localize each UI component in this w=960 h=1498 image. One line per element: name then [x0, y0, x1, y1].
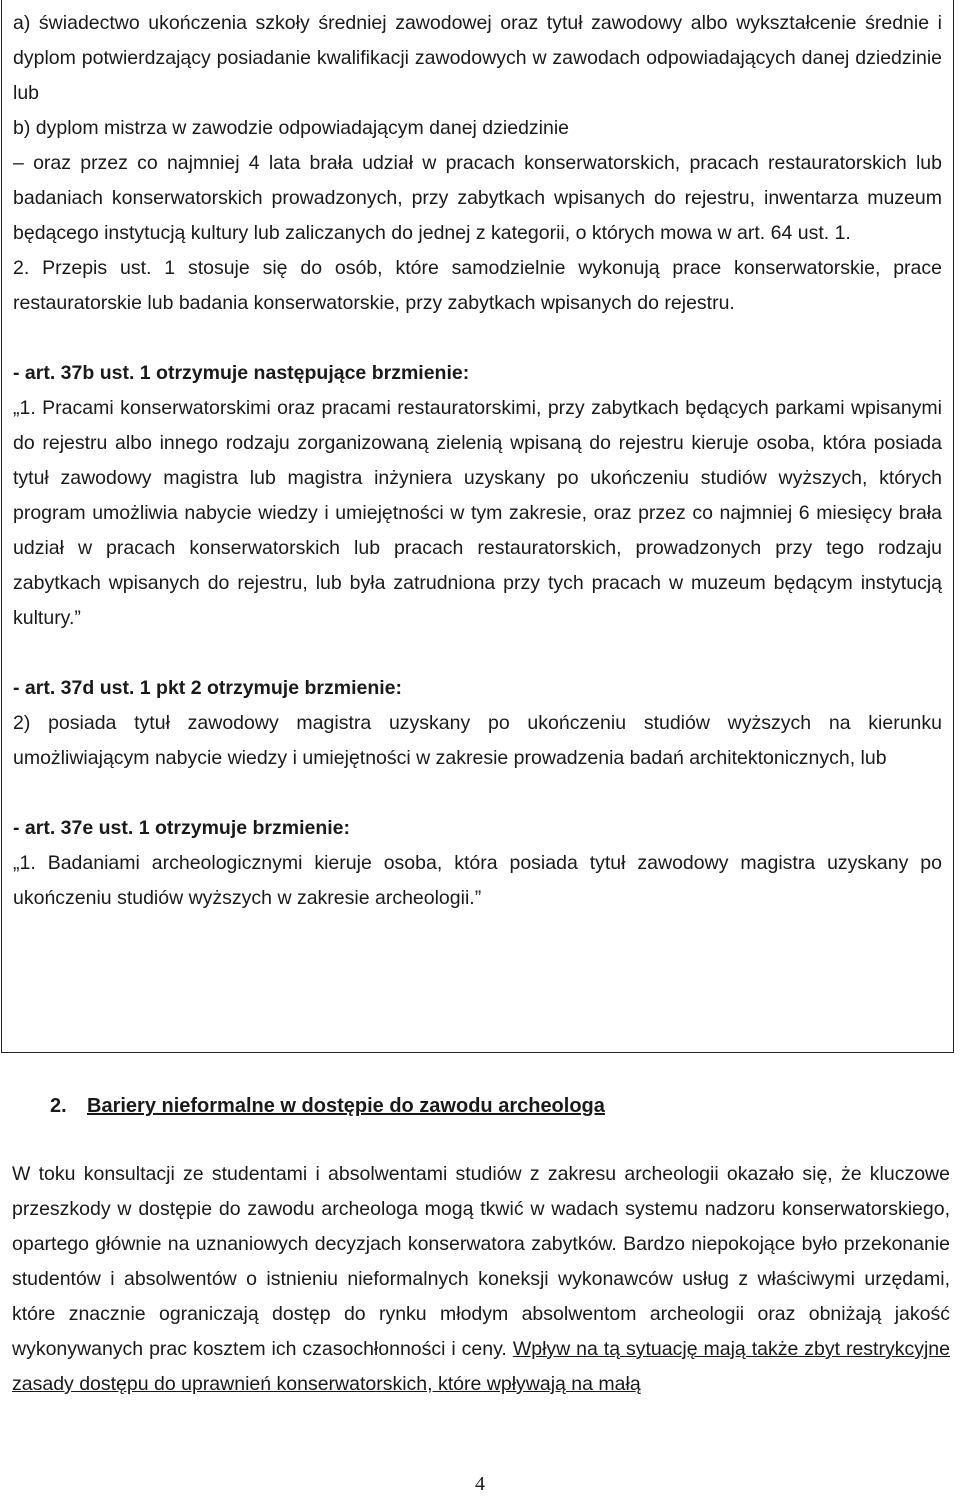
- section-paragraph-text: W toku konsultacji ze studentami i absolwentami studiów z zakresu archeologii okazało się, że kluczowe przeszkody w dostępie do zawodu archeologa mogą tkwić w wadach systemu nadzoru konserwatorskiego, opartego głównie na uznaniowych decyzjach konserwatora zabytków. Bardzo niepokojące było przekonanie studentów i absolwentów o istnieniu nieformalnych koneksji wykonawców usług z właściwymi urzędami, które znacznie ograniczają dostęp do rynku młodym absolwentom archeologii oraz obniżają jakość wykonywanych prac kosztem ich czasochłonności i ceny.: [12, 1163, 950, 1360]
- item-a: a) świadectwo ukończenia szkoły średniej zawodowej oraz tytuł zawodowy albo wykształcenie średnie i dyplom potwierdzający posiadanie kwalifikacji zawodowych w zawodach odpowiadających danej dziedzinie lub: [13, 12, 942, 104]
- section-title: Bariery nieformalne w dostępie do zawodu archeologa: [87, 1095, 605, 1117]
- section-number: 2.: [50, 1095, 67, 1117]
- section-heading: [50, 1089, 605, 1124]
- art-37b-heading: - art. 37b ust. 1 otrzymuje następujące brzmienie:: [13, 362, 470, 384]
- spacer: [13, 636, 942, 671]
- section-paragraph: [12, 1157, 950, 1402]
- dash-paragraph: – oraz przez co najmniej 4 lata brała udział w pracach konserwatorskich, pracach restauratorskich lub badaniach konserwatorskich prowadzonych, przy zabytkach wpisanych do rejestru, inwentarza muzeum będącego instytucją kultury lub zaliczanych do jednej z kategorii, o których mowa w art. 64 ust. 1.: [13, 152, 942, 244]
- art-37e-heading: - art. 37e ust. 1 otrzymuje brzmienie:: [13, 817, 351, 839]
- page-number: 4: [475, 1473, 485, 1495]
- quoted-legal-text-box: [1, 0, 954, 1053]
- spacer: [13, 321, 942, 356]
- art-37b-body: „1. Pracami konserwatorskimi oraz pracami restauratorskimi, przy zabytkach będących parkami wpisanymi do rejestru albo innego rodzaju zorganizowaną zielenią wpisaną do rejestru kieruje osoba, która posiada tytuł zawodowy magistra lub magistra inżyniera uzyskany po ukończeniu studiów wyższych, których program umożliwia nabycie wiedzy i umiejętności w tym zakresie, oraz przez co najmniej 6 miesięcy brała udział w pracach konserwatorskich lub pracach restauratorskich, prowadzonych przy tego rodzaju zabytkach wpisanych do rejestru, lub była zatrudniona przy tych pracach w muzeum będącym instytucją kultury.”: [13, 397, 942, 629]
- section-paragraph-underlined: Wpływ na tą sytuację mają także zbyt restrykcyjne zasady dostępu do uprawnień konserwatorskich, które wpływają na małą: [12, 1338, 950, 1395]
- art-37d-body: 2) posiada tytuł zawodowy magistra uzyskany po ukończeniu studiów wyższych na kierunku umożliwiającym nabycie wiedzy i umiejętności w zakresie prowadzenia badań architektonicznych, lub: [13, 712, 942, 769]
- item-2: 2. Przepis ust. 1 stosuje się do osób, które samodzielnie wykonują prace konserwatorskie, prace restauratorskie lub badania konserwatorskie, przy zabytkach wpisanych do rejestru.: [13, 257, 942, 314]
- spacer: [13, 776, 942, 811]
- section-body: [12, 1157, 950, 1402]
- art-37e-body: „1. Badaniami archeologicznymi kieruje osoba, która posiada tytuł zawodowy magistra uzyskany po ukończeniu studiów wyższych w zakresie archeologii.”: [13, 852, 942, 909]
- art-37d-heading: - art. 37d ust. 1 pkt 2 otrzymuje brzmienie:: [13, 677, 403, 699]
- item-b: b) dyplom mistrza w zawodzie odpowiadającym danej dziedzinie: [13, 117, 570, 139]
